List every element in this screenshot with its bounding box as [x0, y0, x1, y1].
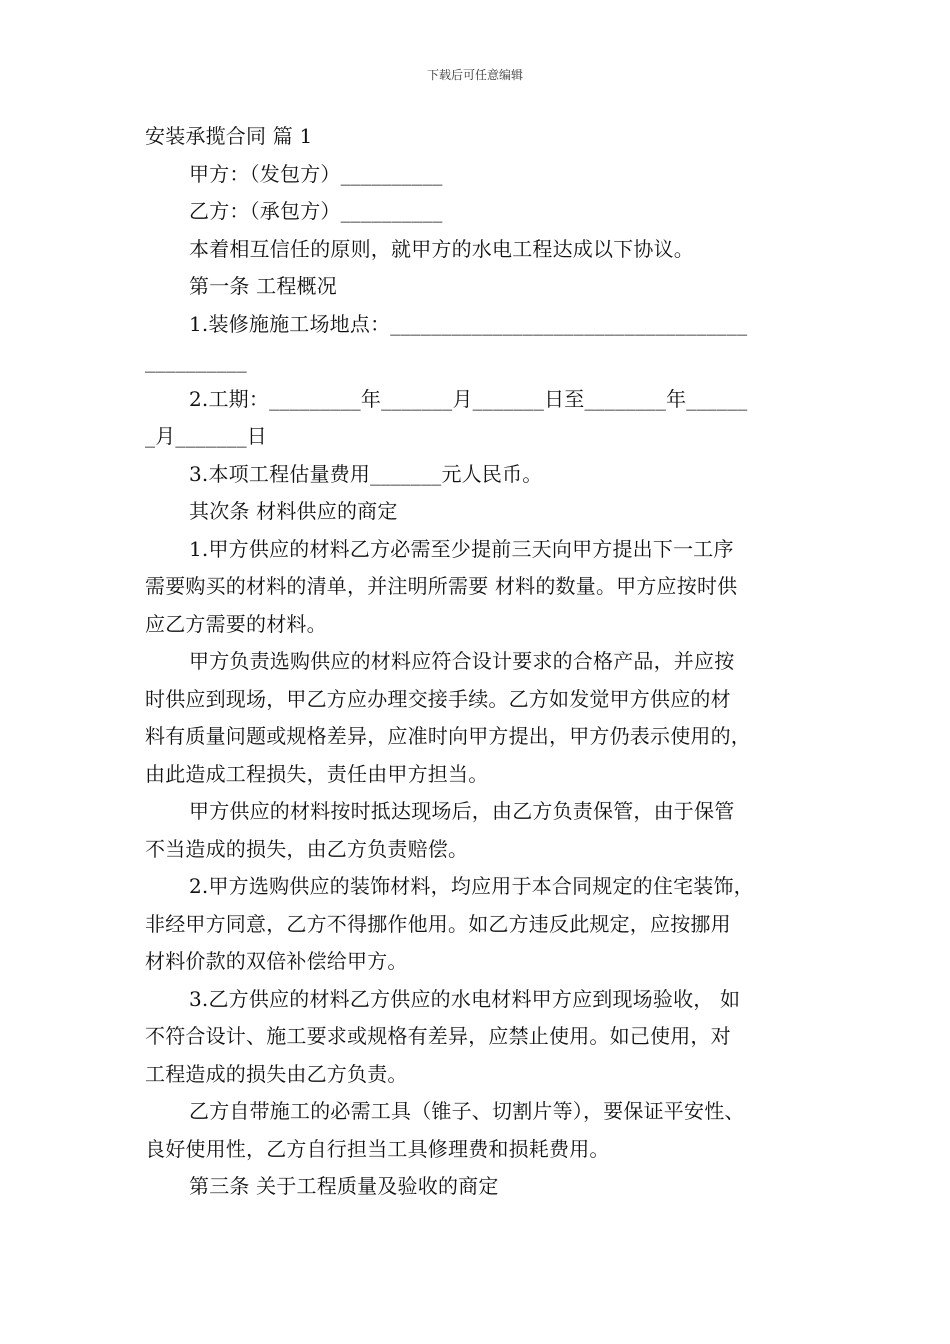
document-line: 应乙方需要的材料。: [145, 611, 327, 636]
document-line: 其次条 材料供应的商定: [189, 499, 398, 523]
document-line: 2.甲方选购供应的装饰材料，均应用于本合同规定的住宅装饰，: [189, 874, 754, 898]
document-line: 1.甲方供应的材料乙方必需至少提前三天向甲方提出下一工序: [189, 536, 734, 561]
document-line: 由此造成工程损失，责任由甲方担当。: [145, 761, 489, 786]
document-line: 安装承揽合同 篇 1: [145, 124, 313, 148]
document-line: 需要购买的材料的清单，并注明所需要 材料的数量。甲方应按时供: [145, 574, 738, 598]
document-line: 3.乙方供应的材料乙方供应的水电材料甲方应到现场验收， 如: [189, 986, 741, 1011]
document-line: 良好使用性，乙方自行担当工具修理费和损耗费用。: [145, 1136, 610, 1161]
document-line: 2.工期：_________年_______月_______日至________年______: [189, 386, 748, 411]
document-line: 1.装修施施工场地点：___________________________________: [189, 311, 748, 336]
document-line: 甲方：（发包方）__________: [189, 161, 443, 186]
document-line: 时供应到现场，甲乙方应办理交接手续。乙方如发觉甲方供应的材: [145, 686, 731, 711]
document-line: 甲方供应的材料按时抵达现场后，由乙方负责保管，由于保管: [189, 799, 735, 823]
document-line: 第三条 关于工程质量及验收的商定: [189, 1174, 499, 1198]
document-line: 不当造成的损失，由乙方负责赔偿。: [145, 836, 469, 861]
document-line: 料有质量问题或规格差异，应准时向甲方提出，甲方仍表示使用的，: [145, 724, 751, 748]
document-line: 3.本项工程估量费用_______元人民币。: [189, 461, 543, 486]
document-line: 第一条 工程概况: [189, 274, 337, 298]
document-line: __________: [145, 349, 247, 373]
document-line: 乙方：（承包方）__________: [189, 199, 443, 223]
document-line: 不符合设计、施工要求或规格有差异，应禁止使用。如己使用，对: [145, 1024, 731, 1048]
document-line: 材料价款的双倍补偿给甲方。: [145, 949, 408, 973]
document-body: [145, 118, 810, 1206]
document-line: 工程造成的损失由乙方负责。: [145, 1061, 408, 1086]
document-line: 本着相互信任的原则，就甲方的水电工程达成以下协议。: [189, 236, 694, 261]
document-line: _月_______日: [145, 424, 267, 448]
document-line: 非经甲方同意，乙方不得挪作他用。如乙方违反此规定，应按挪用: [145, 911, 731, 936]
document-line: 乙方自带施工的必需工具（锥子、切割片等），要保证平安性、: [189, 1099, 745, 1123]
document-line: 甲方负责选购供应的材料应符合设计要求的合格产品，并应按: [189, 649, 735, 673]
page-header-note: 下载后可任意编辑: [426, 68, 523, 82]
